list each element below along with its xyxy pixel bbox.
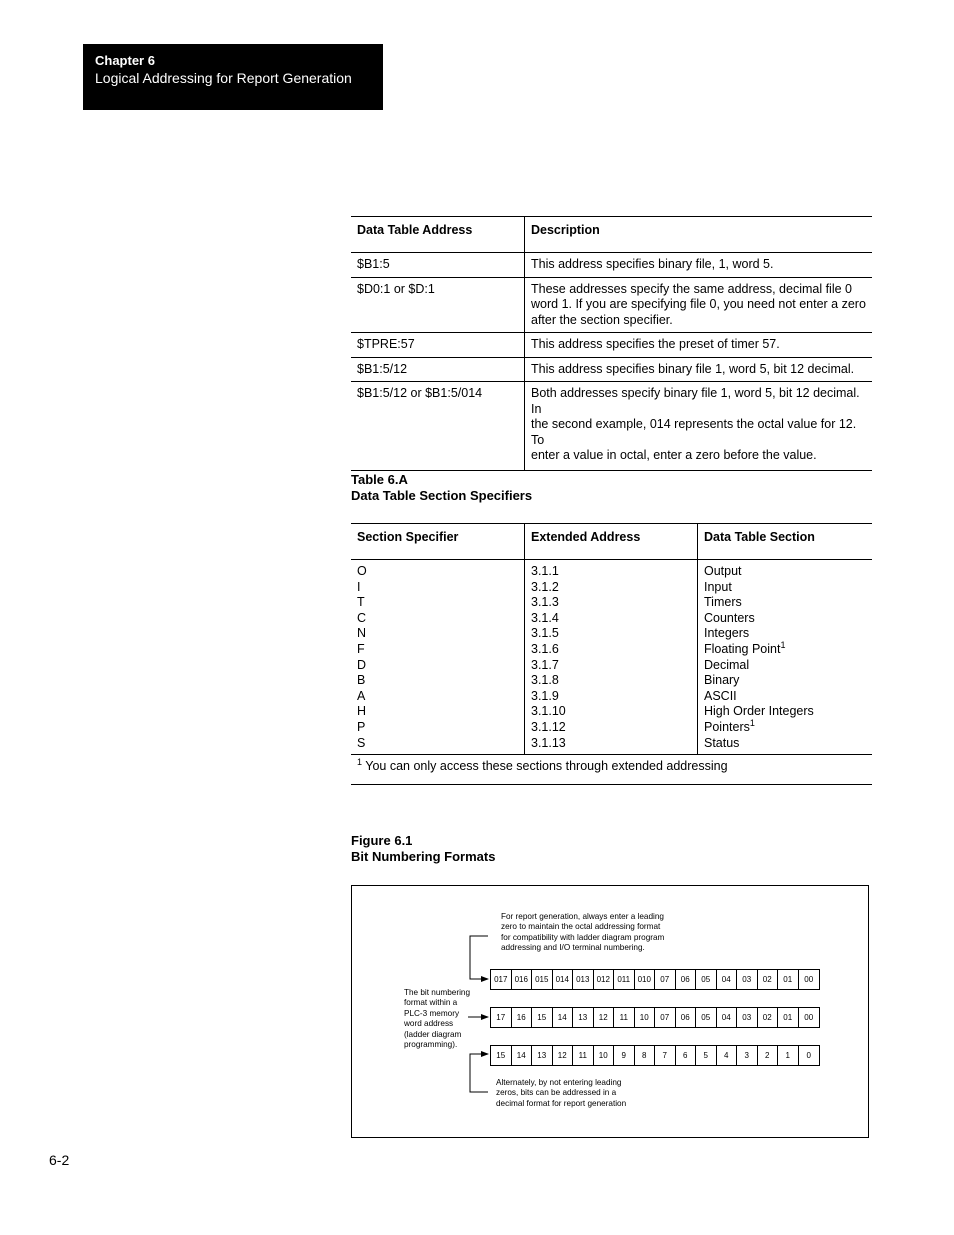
bit-cell: 05 — [696, 1008, 717, 1027]
description-cell — [525, 357, 873, 382]
top-note-line: for compatibility with ladder diagram program — [501, 932, 665, 942]
address-cell: $TPRE:57 — [351, 333, 525, 358]
specifier-cell: A — [357, 688, 366, 703]
bit-cell: 12 — [553, 1046, 574, 1065]
section-cell — [704, 673, 866, 689]
description-cell — [525, 333, 873, 358]
section-name: Decimal — [704, 657, 750, 672]
description-line: Both addresses specify binary file 1, word 5, bit 12 decimal. In — [531, 386, 860, 416]
section-cell — [704, 658, 866, 674]
specifier-cell: T — [357, 595, 365, 610]
side-note-line: PLC-3 memory — [404, 1008, 460, 1018]
bit-cell: 10 — [635, 1008, 656, 1027]
extended-address-cell: 3.1.4 — [531, 610, 559, 625]
section-footnote-mark: 1 — [749, 717, 755, 728]
description-cell — [525, 382, 873, 471]
bit-cell: 07 — [655, 970, 676, 989]
extended-address-cell: 3.1.13 — [531, 735, 566, 750]
decimal-row — [490, 1045, 820, 1066]
description-line: These addresses specify the same address, decimal file 0 — [531, 281, 852, 296]
specifier-cell: O — [357, 564, 367, 578]
bit-cell: 6 — [676, 1046, 697, 1065]
spec-header-extended-address: Extended Address — [525, 524, 698, 560]
bit-cell: 012 — [594, 970, 615, 989]
section-footnote-mark: 1 — [780, 639, 786, 650]
description-line: the second example, 014 represents the octal value for 12. To — [531, 417, 857, 447]
bit-cell: 9 — [614, 1046, 635, 1065]
section-cell — [704, 564, 866, 580]
side-note-line: The bit numbering — [404, 988, 470, 997]
extended-address-cell: 3.1.6 — [531, 641, 559, 656]
section-name: High Order Integers — [704, 704, 814, 719]
bit-cell: 16 — [512, 1008, 533, 1027]
bit-cell: 01 — [778, 970, 799, 989]
description-cell — [525, 253, 873, 278]
bit-cell: 03 — [737, 1008, 758, 1027]
footnote-text: You can only access these sections through extended addressing — [365, 759, 728, 774]
bit-cell: 017 — [491, 970, 512, 989]
specifier-cell: F — [357, 641, 365, 656]
specifier-cell: S — [357, 735, 366, 750]
bit-cell: 8 — [635, 1046, 656, 1065]
extended-address-cell: 3.1.3 — [531, 595, 559, 610]
section-cell — [704, 704, 866, 720]
extended-address-cell: 3.1.10 — [531, 704, 566, 719]
bit-cell: 13 — [573, 1008, 594, 1027]
bit-cell: 3 — [737, 1046, 758, 1065]
bit-cell: 06 — [676, 1008, 697, 1027]
bit-cell: 010 — [635, 970, 656, 989]
bit-cell: 06 — [676, 970, 697, 989]
section-name: Floating Point — [704, 641, 781, 656]
section-name: Counters — [704, 610, 755, 625]
extended-address-cell: 3.1.5 — [531, 626, 559, 641]
bottom-note-bracket — [470, 1054, 488, 1092]
bit-cell: 01 — [778, 1008, 799, 1027]
extended-address-cell: 3.1.2 — [531, 579, 559, 594]
side-note-line: (ladder diagram — [404, 1029, 462, 1039]
specifier-cell: C — [357, 610, 367, 625]
top-note-line: zero to maintain the octal addressing format — [501, 922, 661, 932]
bit-cell: 015 — [532, 970, 553, 989]
bit-cell: 011 — [614, 970, 635, 989]
description-line: enter a value in octal, enter a zero before the value. — [531, 448, 817, 462]
address-row — [351, 333, 872, 358]
address-row — [351, 253, 872, 278]
side-note-line: format within a — [404, 998, 458, 1008]
bit-cell: 5 — [696, 1046, 717, 1065]
section-column — [698, 560, 873, 755]
side-note-line: word address — [404, 1019, 454, 1029]
bit-cell: 0 — [806, 1051, 811, 1060]
address-row — [351, 357, 872, 382]
section-specifier-table — [351, 523, 872, 785]
section-cell — [704, 611, 866, 627]
specifier-cell: H — [357, 704, 367, 719]
table-caption — [351, 472, 532, 504]
specifier-cell: B — [357, 673, 366, 688]
section-name: ASCII — [704, 688, 737, 703]
section-cell — [704, 717, 866, 736]
address-table-header-description: Description — [525, 217, 873, 253]
bottom-note-line: zeros, bits can be addressed in a — [496, 1088, 617, 1098]
bit-cell: 13 — [532, 1046, 553, 1065]
address-cell: $B1:5/12 — [351, 357, 525, 382]
section-name: Integers — [704, 626, 750, 641]
extended-address-column — [525, 560, 698, 755]
bit-cell: 013 — [573, 970, 594, 989]
bit-cell: 00 — [804, 975, 814, 984]
table-caption-title: Data Table Section Specifiers — [351, 488, 533, 503]
bit-cell: 02 — [758, 970, 779, 989]
bit-cell: 00 — [804, 1013, 814, 1022]
address-cell: $B1:5/12 or $B1:5/014 — [351, 382, 525, 471]
bit-cell: 4 — [717, 1046, 738, 1065]
bit-cell: 016 — [512, 970, 533, 989]
bit-cell: 07 — [655, 1008, 676, 1027]
extended-address-cell: 3.1.8 — [531, 673, 559, 688]
specifier-cell: D — [357, 657, 367, 672]
bit-cell: 14 — [553, 1008, 574, 1027]
bit-cell: 03 — [737, 970, 758, 989]
bit-numbering-figure — [351, 885, 869, 1138]
bit-cell: 11 — [573, 1046, 594, 1065]
description-line: This address specifies binary file 1, word 5, bit 12 decimal. — [531, 361, 855, 376]
top-note-line: addressing and I/O terminal numbering. — [501, 943, 645, 953]
bit-cell: 12 — [594, 1008, 615, 1027]
section-cell — [704, 689, 866, 705]
section-name: Input — [704, 579, 732, 594]
address-cell: $D0:1 or $D:1 — [351, 277, 525, 333]
bit-cell: 014 — [553, 970, 574, 989]
description-line: This address specifies the preset of timer 57. — [531, 337, 780, 351]
bit-cell: 14 — [512, 1046, 533, 1065]
chapter-number: Chapter 6 — [95, 53, 155, 68]
spec-header-specifier: Section Specifier — [351, 524, 525, 560]
bottom-note — [496, 1078, 626, 1109]
specifier-cell: P — [357, 719, 366, 734]
specifier-column — [351, 560, 525, 755]
address-cell: $B1:5 — [351, 253, 525, 278]
specifier-cell: N — [357, 626, 367, 641]
address-examples-table — [351, 216, 872, 471]
figure-caption-title: Bit Numbering Formats — [351, 849, 496, 864]
description-cell — [525, 277, 873, 333]
octal-row — [490, 1007, 820, 1028]
section-name: Pointers — [704, 719, 750, 734]
section-cell — [704, 580, 866, 596]
chapter-header — [83, 44, 383, 110]
bit-cell: 7 — [655, 1046, 676, 1065]
description-line: word 1. If you are specifying file 0, you need not enter a zero — [531, 297, 866, 311]
extended-address-cell: 3.1.12 — [531, 719, 566, 734]
bit-cell: 02 — [758, 1008, 779, 1027]
section-cell — [704, 736, 866, 752]
section-name: Timers — [704, 595, 742, 610]
address-row — [351, 382, 872, 471]
figure-caption — [351, 833, 495, 865]
side-note — [404, 988, 470, 1050]
bottom-note-line: decimal format for report generation — [496, 1098, 627, 1108]
bit-cell: 10 — [594, 1046, 615, 1065]
bit-cell: 11 — [614, 1008, 635, 1027]
bit-cell: 15 — [532, 1008, 553, 1027]
side-note-line: programming). — [404, 1040, 458, 1050]
bit-cell: 05 — [696, 970, 717, 989]
section-cell — [704, 595, 866, 611]
section-name: Output — [704, 564, 742, 578]
top-note-line: For report generation, always enter a leading — [501, 912, 664, 921]
bottom-note-line: Alternately, by not entering leading — [496, 1078, 622, 1087]
extended-address-cell: 3.1.9 — [531, 688, 559, 703]
address-table-header-address: Data Table Address — [351, 217, 525, 253]
address-row — [351, 277, 872, 333]
bit-cell: 04 — [717, 970, 738, 989]
section-cell — [704, 639, 866, 658]
footnote-mark: 1 — [357, 756, 363, 767]
bit-cell: 04 — [717, 1008, 738, 1027]
description-line: after the section specifier. — [531, 312, 673, 327]
page-number: 6-2 — [49, 1152, 70, 1168]
extended-address-cell: 3.1.7 — [531, 657, 559, 672]
specifier-cell: I — [357, 579, 361, 594]
table-footnote — [351, 755, 872, 785]
description-line: This address specifies binary file, 1, word 5. — [531, 257, 774, 271]
figure-caption-number: Figure 6.1 — [351, 833, 413, 848]
extended-address-cell: 3.1.1 — [531, 564, 559, 578]
section-name: Status — [704, 735, 740, 750]
bit-cell: 1 — [778, 1046, 799, 1065]
top-note — [501, 912, 664, 954]
section-name: Binary — [704, 673, 740, 688]
top-note-bracket — [470, 936, 488, 979]
chapter-title: Logical Addressing for Report Generation — [95, 70, 352, 86]
bit-cell: 17 — [491, 1008, 512, 1027]
octal-leading-zero-row — [490, 969, 820, 990]
spec-header-section: Data Table Section — [698, 524, 873, 560]
bit-cell: 15 — [491, 1046, 512, 1065]
bit-cell: 2 — [758, 1046, 779, 1065]
table-caption-number: Table 6.A — [351, 472, 408, 487]
